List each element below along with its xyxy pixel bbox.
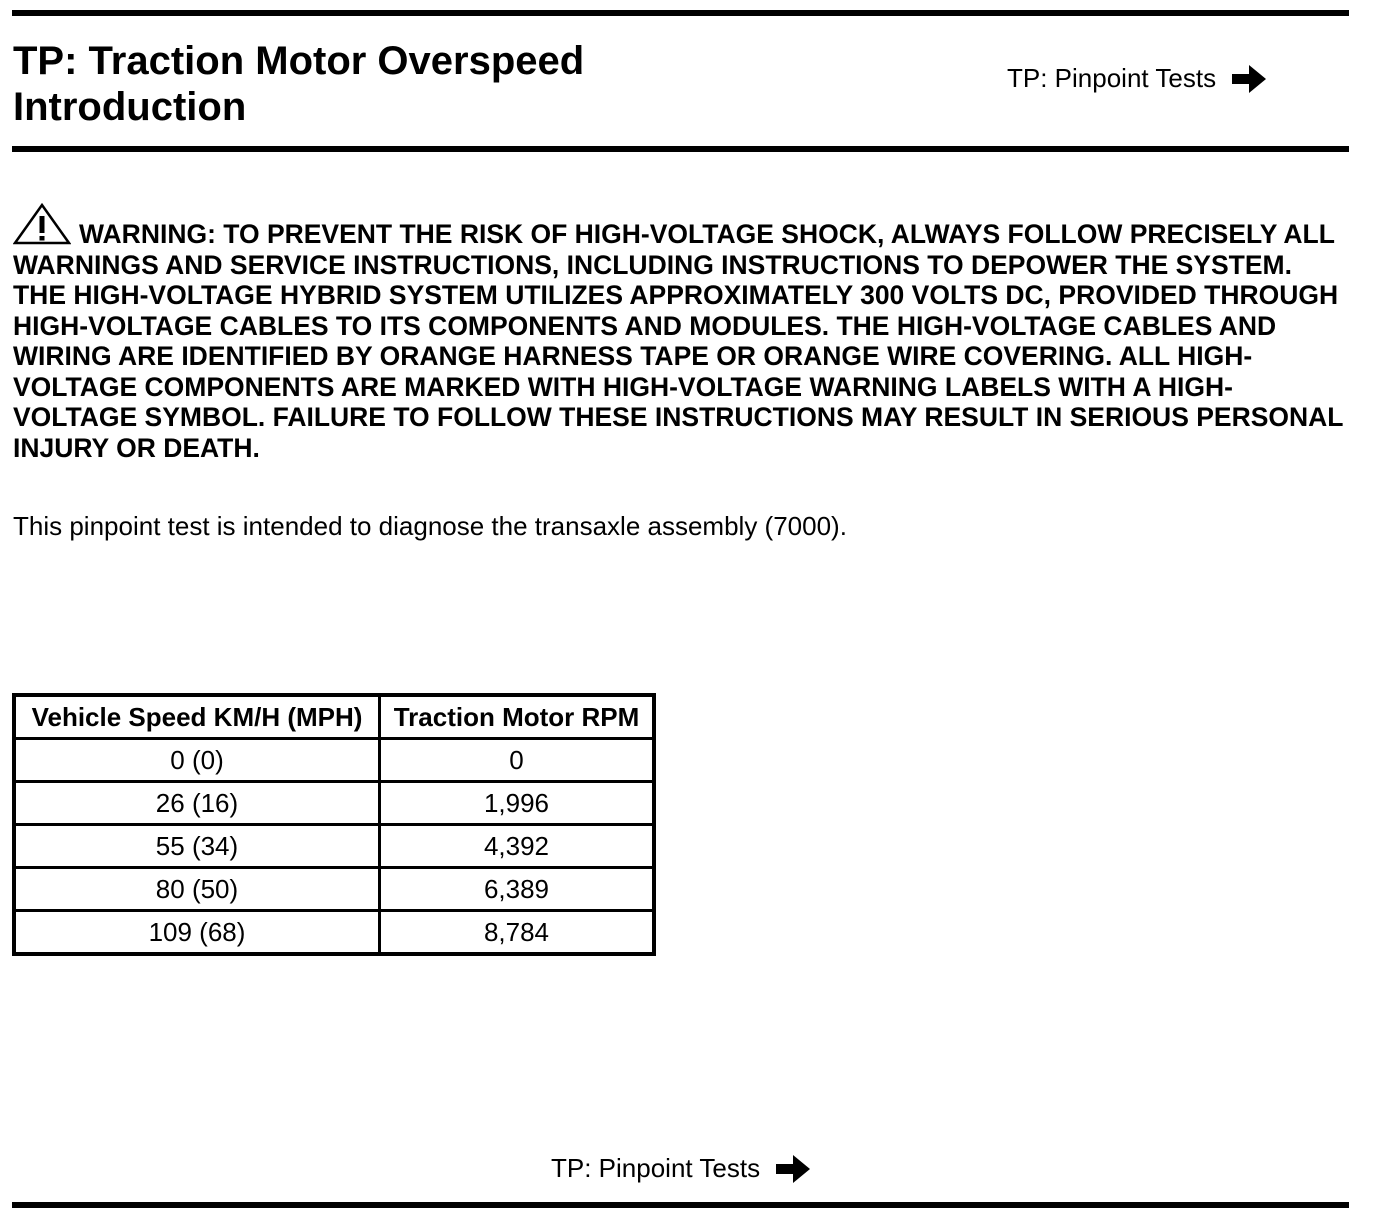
warning-triangle-icon [13, 203, 71, 247]
motor-rpm-cell: 0 [380, 739, 655, 782]
title-line-2: Introduction [13, 85, 247, 129]
column-header-motor-rpm: Traction Motor RPM [380, 695, 655, 739]
pinpoint-tests-link-label: TP: Pinpoint Tests [551, 1153, 761, 1183]
vehicle-speed-cell: 0 (0) [14, 739, 380, 782]
table-row [14, 739, 654, 782]
pinpoint-tests-link-footer[interactable] [551, 1153, 810, 1184]
column-header-vehicle-speed: Vehicle Speed KM/H (MPH) [14, 695, 380, 739]
table-row [14, 825, 654, 868]
pinpoint-tests-link-header[interactable] [1007, 63, 1266, 94]
vehicle-speed-cell: 80 (50) [14, 868, 380, 911]
speed-rpm-table [12, 693, 656, 956]
table-row [14, 868, 654, 911]
right-arrow-icon [1232, 65, 1266, 93]
motor-rpm-cell: 8,784 [380, 911, 655, 955]
motor-rpm-cell: 1,996 [380, 782, 655, 825]
vehicle-speed-cell: 55 (34) [14, 825, 380, 868]
motor-rpm-cell: 6,389 [380, 868, 655, 911]
top-rule [12, 10, 1349, 16]
page-title [13, 38, 584, 130]
motor-rpm-cell: 4,392 [380, 825, 655, 868]
warning-text: WARNING: TO PREVENT THE RISK OF HIGH-VOLTAGE SHOCK, ALWAYS FOLLOW PRECISELY ALL WARNINGS AND SERVICE INSTRUCTIONS, INCLUDING INSTRUCTIONS TO DEPOWER THE SYSTEM. THE HIGH-VOLTAGE HYBRID SYSTEM UTILIZES APPROXIMATELY 300 VOLTS DC, PROVIDED THROUGH HIGH-VOLTAGE CABLES TO ITS COMPONENTS AND MODULES. THE HIGH-VOLTAGE CABLES AND WIRING ARE IDENTIFIED BY ORANGE HARNESS TAPE OR ORANGE WIRE COVERING. ALL HIGH-VOLTAGE COMPONENTS ARE MARKED WITH HIGH-VOLTAGE WARNING LABELS WITH A HIGH-VOLTAGE SYMBOL. FAILURE TO FOLLOW THESE INSTRUCTIONS MAY RESULT IN SERIOUS PERSONAL INJURY OR DEATH. [13, 219, 1343, 463]
header-rule [12, 146, 1349, 152]
table-row [14, 782, 654, 825]
footer-rule [12, 1202, 1349, 1208]
pinpoint-tests-link-label: TP: Pinpoint Tests [1007, 63, 1217, 93]
title-line-1: TP: Traction Motor Overspeed [13, 39, 585, 83]
vehicle-speed-cell: 109 (68) [14, 911, 380, 955]
vehicle-speed-cell: 26 (16) [14, 782, 380, 825]
table-header-row [14, 695, 654, 739]
high-voltage-warning [13, 203, 1343, 463]
table-row [14, 911, 654, 955]
right-arrow-icon [776, 1155, 810, 1183]
intro-text: This pinpoint test is intended to diagnose the transaxle assembly (7000). [13, 511, 847, 541]
